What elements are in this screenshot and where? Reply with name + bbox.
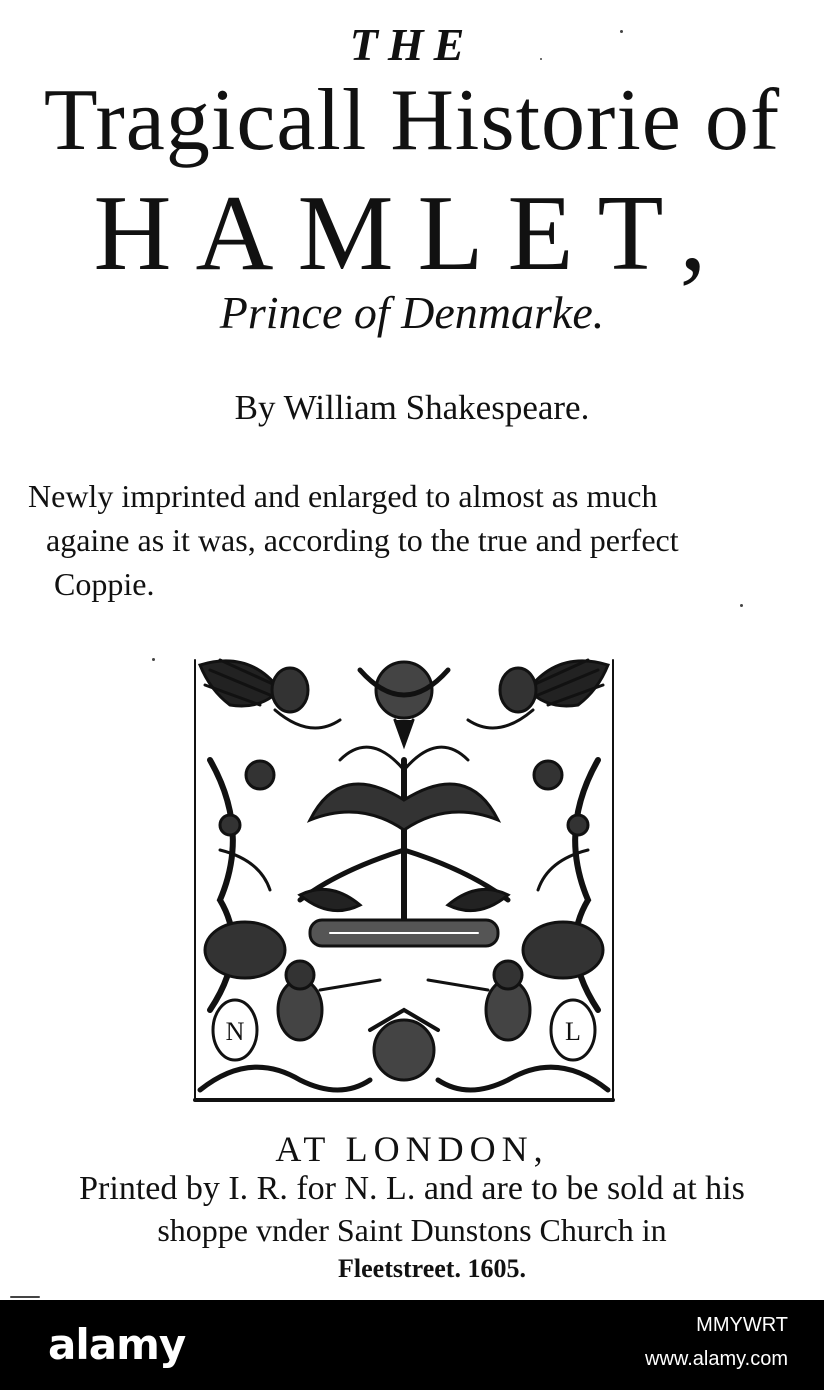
- site-url: www.alamy.com: [645, 1348, 788, 1370]
- blurb-line-1: Newly imprinted and enlarged to almost as much: [28, 478, 658, 514]
- ink-speck: [10, 1296, 40, 1298]
- ink-speck: [620, 30, 623, 33]
- imprint-line-1: Printed by I. R. for N. L. and are to be sold at his: [79, 1170, 745, 1207]
- woodcut-ornament: [190, 650, 618, 1110]
- title-the: THE: [349, 19, 475, 70]
- blurb-line-2: againe as it was, according to the true and perfect: [46, 522, 679, 558]
- ink-speck: [540, 58, 542, 60]
- imprint-place: AT LONDON,: [275, 1129, 549, 1169]
- imprint-line-2: shoppe vnder Saint Dunstons Church in: [157, 1212, 667, 1248]
- blurb-line-3: Coppie.: [54, 566, 155, 602]
- byline: By William Shakespeare.: [234, 388, 590, 427]
- image-id: MMYWRT: [696, 1314, 788, 1336]
- watermark-bar: [0, 1300, 824, 1390]
- ornament-initial-l: L: [565, 1017, 581, 1046]
- ink-speck: [740, 604, 743, 607]
- imprint-line-3: Fleetstreet. 1605.: [338, 1254, 526, 1283]
- ornament-initial-n: N: [225, 1017, 245, 1046]
- title-line-2: HAMLET,: [93, 174, 731, 293]
- title-line-1: Tragicall Historie of: [43, 72, 781, 169]
- alamy-logo: alamy: [48, 1320, 186, 1369]
- ink-speck: [152, 658, 155, 661]
- subtitle: Prince of Denmarke.: [219, 287, 605, 338]
